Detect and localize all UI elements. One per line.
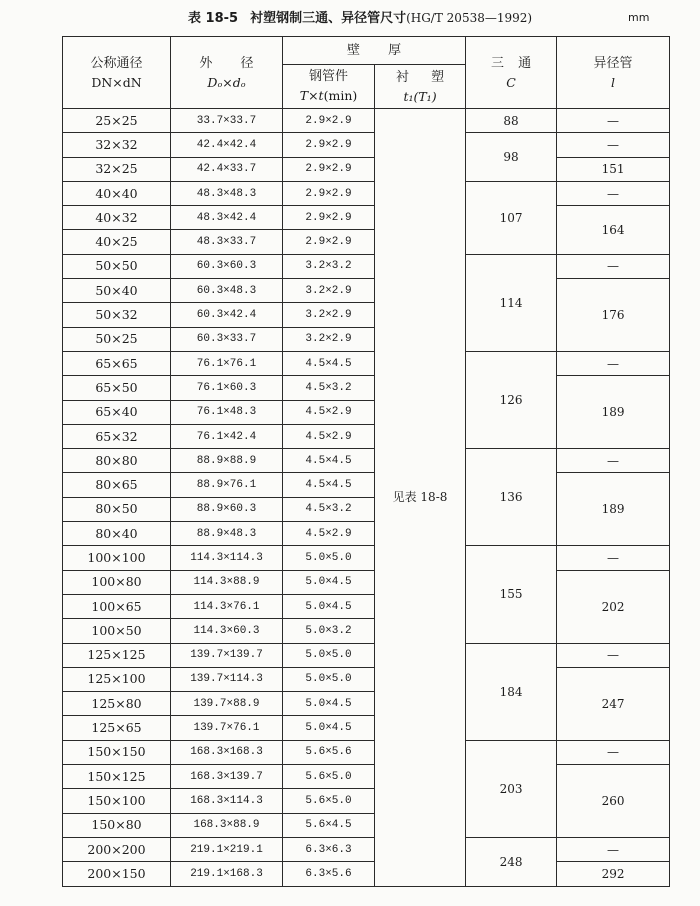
cell-outer-diameter: 60.3×48.3	[171, 279, 283, 303]
cell-reducer-length: 189	[557, 473, 670, 546]
cell-outer-diameter: 48.3×42.4	[171, 206, 283, 230]
table-row	[63, 279, 670, 303]
cell-reducer-length: 176	[557, 279, 670, 352]
cell-outer-diameter: 88.9×48.3	[171, 522, 283, 546]
table-row	[63, 570, 670, 594]
cell-tee-length: 136	[466, 449, 557, 546]
header-wall-thickness-label: 壁 厚	[346, 43, 402, 58]
header-nominal-label: 公称通径	[90, 55, 143, 71]
cell-nominal-size: 50×40	[63, 279, 171, 303]
table-row	[63, 740, 670, 764]
cell-outer-diameter: 114.3×114.3	[171, 546, 283, 570]
header-steel-fitting	[283, 65, 375, 109]
cell-steel-wall-thickness: 5.0×4.5	[283, 594, 375, 618]
header-reducer-label: 异径管	[593, 55, 633, 71]
cell-outer-diameter: 60.3×60.3	[171, 254, 283, 278]
cell-outer-diameter: 76.1×76.1	[171, 351, 283, 375]
cell-steel-wall-thickness: 3.2×3.2	[283, 254, 375, 278]
cell-outer-diameter: 219.1×168.3	[171, 862, 283, 886]
cell-reducer-length: 247	[557, 667, 670, 740]
cell-steel-wall-thickness: 3.2×2.9	[283, 279, 375, 303]
cell-nominal-size: 125×80	[63, 692, 171, 716]
header-plastic-lining-symbol: t₁(T₁)	[403, 88, 437, 104]
cell-tee-length: 203	[466, 740, 557, 837]
cell-steel-wall-thickness: 4.5×2.9	[283, 424, 375, 448]
cell-nominal-size: 200×200	[63, 837, 171, 861]
cell-reducer-length: —	[557, 740, 670, 764]
cell-nominal-size: 50×25	[63, 327, 171, 351]
cell-nominal-size: 40×25	[63, 230, 171, 254]
cell-nominal-size: 100×80	[63, 570, 171, 594]
cell-nominal-size: 65×40	[63, 400, 171, 424]
cell-nominal-size: 100×65	[63, 594, 171, 618]
cell-nominal-size: 65×65	[63, 351, 171, 375]
header-steel-fitting-symbol: T×t	[299, 88, 324, 103]
cell-reducer-length: —	[557, 181, 670, 205]
header-outer-diameter-symbol: Dₒ×dₒ	[207, 74, 246, 90]
cell-reducer-length: —	[557, 449, 670, 473]
table-caption	[188, 9, 532, 28]
table-row	[63, 157, 670, 181]
cell-tee-length: 88	[466, 109, 557, 133]
cell-nominal-size: 50×50	[63, 254, 171, 278]
cell-steel-wall-thickness: 4.5×2.9	[283, 522, 375, 546]
header-steel-fitting-label: 钢管件	[308, 69, 348, 84]
cell-nominal-size: 150×80	[63, 813, 171, 837]
header-nominal-symbol: DN×dN	[91, 74, 142, 90]
cell-nominal-size: 40×32	[63, 206, 171, 230]
cell-tee-length: 184	[466, 643, 557, 740]
cell-nominal-size: 200×150	[63, 862, 171, 886]
cell-steel-wall-thickness: 5.0×4.5	[283, 716, 375, 740]
cell-reducer-length: 189	[557, 376, 670, 449]
cell-outer-diameter: 88.9×88.9	[171, 449, 283, 473]
table-row	[63, 449, 670, 473]
cell-reducer-length: 164	[557, 206, 670, 255]
cell-steel-wall-thickness: 4.5×2.9	[283, 400, 375, 424]
unit-label: mm	[628, 11, 650, 24]
cell-lining-note: 见表 18-8	[375, 109, 466, 887]
cell-outer-diameter: 48.3×33.7	[171, 230, 283, 254]
table-row	[63, 109, 670, 133]
cell-steel-wall-thickness: 4.5×4.5	[283, 473, 375, 497]
cell-outer-diameter: 168.3×114.3	[171, 789, 283, 813]
cell-reducer-length: 292	[557, 862, 670, 886]
cell-steel-wall-thickness: 2.9×2.9	[283, 109, 375, 133]
cell-reducer-length: 202	[557, 570, 670, 643]
header-reducer-symbol: l	[611, 74, 616, 90]
cell-steel-wall-thickness: 4.5×4.5	[283, 449, 375, 473]
cell-nominal-size: 32×25	[63, 157, 171, 181]
header-outer-diameter-label: 外 径	[199, 55, 254, 71]
cell-reducer-length: —	[557, 254, 670, 278]
cell-tee-length: 126	[466, 351, 557, 448]
cell-nominal-size: 100×50	[63, 619, 171, 643]
cell-reducer-length: —	[557, 837, 670, 861]
cell-steel-wall-thickness: 5.0×5.0	[283, 546, 375, 570]
cell-steel-wall-thickness: 5.0×4.5	[283, 570, 375, 594]
cell-outer-diameter: 114.3×88.9	[171, 570, 283, 594]
cell-outer-diameter: 42.4×33.7	[171, 157, 283, 181]
cell-reducer-length: 260	[557, 765, 670, 838]
cell-outer-diameter: 60.3×33.7	[171, 327, 283, 351]
table-row	[63, 765, 670, 789]
cell-steel-wall-thickness: 5.0×3.2	[283, 619, 375, 643]
cell-outer-diameter: 168.3×168.3	[171, 740, 283, 764]
header-tee	[466, 37, 557, 109]
cell-steel-wall-thickness: 4.5×4.5	[283, 351, 375, 375]
table-row	[63, 643, 670, 667]
cell-outer-diameter: 139.7×114.3	[171, 667, 283, 691]
cell-steel-wall-thickness: 2.9×2.9	[283, 181, 375, 205]
header-steel-fitting-suffix: (min)	[323, 88, 358, 103]
table-row	[63, 254, 670, 278]
cell-steel-wall-thickness: 5.0×4.5	[283, 692, 375, 716]
cell-outer-diameter: 219.1×219.1	[171, 837, 283, 861]
cell-outer-diameter: 114.3×76.1	[171, 594, 283, 618]
cell-outer-diameter: 76.1×48.3	[171, 400, 283, 424]
cell-steel-wall-thickness: 5.0×5.0	[283, 643, 375, 667]
cell-outer-diameter: 88.9×60.3	[171, 497, 283, 521]
table-row	[63, 376, 670, 400]
table-title: 衬塑钢制三通、异径管尺寸	[250, 11, 407, 26]
table-row	[63, 837, 670, 861]
cell-outer-diameter: 60.3×42.4	[171, 303, 283, 327]
cell-tee-length: 114	[466, 254, 557, 351]
dimension-table	[62, 36, 670, 887]
cell-tee-length: 155	[466, 546, 557, 643]
table-row	[63, 862, 670, 886]
cell-outer-diameter: 88.9×76.1	[171, 473, 283, 497]
cell-steel-wall-thickness: 2.9×2.9	[283, 206, 375, 230]
cell-nominal-size: 125×125	[63, 643, 171, 667]
header-outer-diameter	[171, 37, 283, 109]
header-wall-thickness	[283, 37, 466, 65]
cell-steel-wall-thickness: 4.5×3.2	[283, 376, 375, 400]
cell-steel-wall-thickness: 2.9×2.9	[283, 230, 375, 254]
header-nominal-diameter	[63, 37, 171, 109]
cell-steel-wall-thickness: 4.5×3.2	[283, 497, 375, 521]
cell-nominal-size: 80×80	[63, 449, 171, 473]
cell-nominal-size: 80×50	[63, 497, 171, 521]
cell-nominal-size: 40×40	[63, 181, 171, 205]
cell-steel-wall-thickness: 3.2×2.9	[283, 303, 375, 327]
cell-nominal-size: 150×125	[63, 765, 171, 789]
cell-steel-wall-thickness: 3.2×2.9	[283, 327, 375, 351]
table-row	[63, 546, 670, 570]
cell-outer-diameter: 168.3×139.7	[171, 765, 283, 789]
cell-nominal-size: 50×32	[63, 303, 171, 327]
cell-steel-wall-thickness: 5.6×5.6	[283, 740, 375, 764]
table-row	[63, 667, 670, 691]
cell-steel-wall-thickness: 6.3×6.3	[283, 837, 375, 861]
header-plastic-lining	[375, 65, 466, 109]
cell-nominal-size: 100×100	[63, 546, 171, 570]
header-tee-label: 三 通	[490, 55, 532, 71]
cell-nominal-size: 25×25	[63, 109, 171, 133]
cell-tee-length: 98	[466, 133, 557, 182]
cell-steel-wall-thickness: 2.9×2.9	[283, 133, 375, 157]
cell-outer-diameter: 48.3×48.3	[171, 181, 283, 205]
table-row	[63, 473, 670, 497]
cell-outer-diameter: 42.4×42.4	[171, 133, 283, 157]
table-number: 表 18-5	[188, 11, 239, 26]
cell-outer-diameter: 139.7×76.1	[171, 716, 283, 740]
cell-outer-diameter: 114.3×60.3	[171, 619, 283, 643]
cell-reducer-length: —	[557, 351, 670, 375]
cell-steel-wall-thickness: 2.9×2.9	[283, 157, 375, 181]
cell-tee-length: 107	[466, 181, 557, 254]
table-row	[63, 206, 670, 230]
cell-nominal-size: 65×50	[63, 376, 171, 400]
cell-steel-wall-thickness: 5.6×5.0	[283, 789, 375, 813]
cell-nominal-size: 125×100	[63, 667, 171, 691]
header-reducer	[557, 37, 670, 109]
cell-steel-wall-thickness: 5.0×5.0	[283, 667, 375, 691]
cell-nominal-size: 32×32	[63, 133, 171, 157]
cell-outer-diameter: 33.7×33.7	[171, 109, 283, 133]
cell-outer-diameter: 139.7×88.9	[171, 692, 283, 716]
cell-steel-wall-thickness: 6.3×5.6	[283, 862, 375, 886]
cell-outer-diameter: 139.7×139.7	[171, 643, 283, 667]
cell-reducer-length: —	[557, 546, 670, 570]
cell-reducer-length: 151	[557, 157, 670, 181]
table-header	[63, 37, 670, 109]
header-tee-symbol: C	[506, 74, 516, 90]
cell-tee-length: 248	[466, 837, 557, 886]
header-row-top	[63, 37, 670, 65]
table-row	[63, 351, 670, 375]
cell-nominal-size: 125×65	[63, 716, 171, 740]
table-row	[63, 181, 670, 205]
cell-outer-diameter: 76.1×60.3	[171, 376, 283, 400]
cell-outer-diameter: 168.3×88.9	[171, 813, 283, 837]
cell-reducer-length: —	[557, 133, 670, 157]
cell-outer-diameter: 76.1×42.4	[171, 424, 283, 448]
cell-nominal-size: 65×32	[63, 424, 171, 448]
table-row	[63, 133, 670, 157]
cell-nominal-size: 80×40	[63, 522, 171, 546]
cell-reducer-length: —	[557, 109, 670, 133]
cell-steel-wall-thickness: 5.6×4.5	[283, 813, 375, 837]
cell-nominal-size: 80×65	[63, 473, 171, 497]
standard-reference: (HG/T 20538—1992)	[406, 11, 533, 25]
cell-steel-wall-thickness: 5.6×5.0	[283, 765, 375, 789]
cell-nominal-size: 150×150	[63, 740, 171, 764]
cell-reducer-length: —	[557, 643, 670, 667]
header-plastic-lining-label: 衬 塑	[395, 69, 445, 85]
cell-nominal-size: 150×100	[63, 789, 171, 813]
table-body	[63, 109, 670, 887]
